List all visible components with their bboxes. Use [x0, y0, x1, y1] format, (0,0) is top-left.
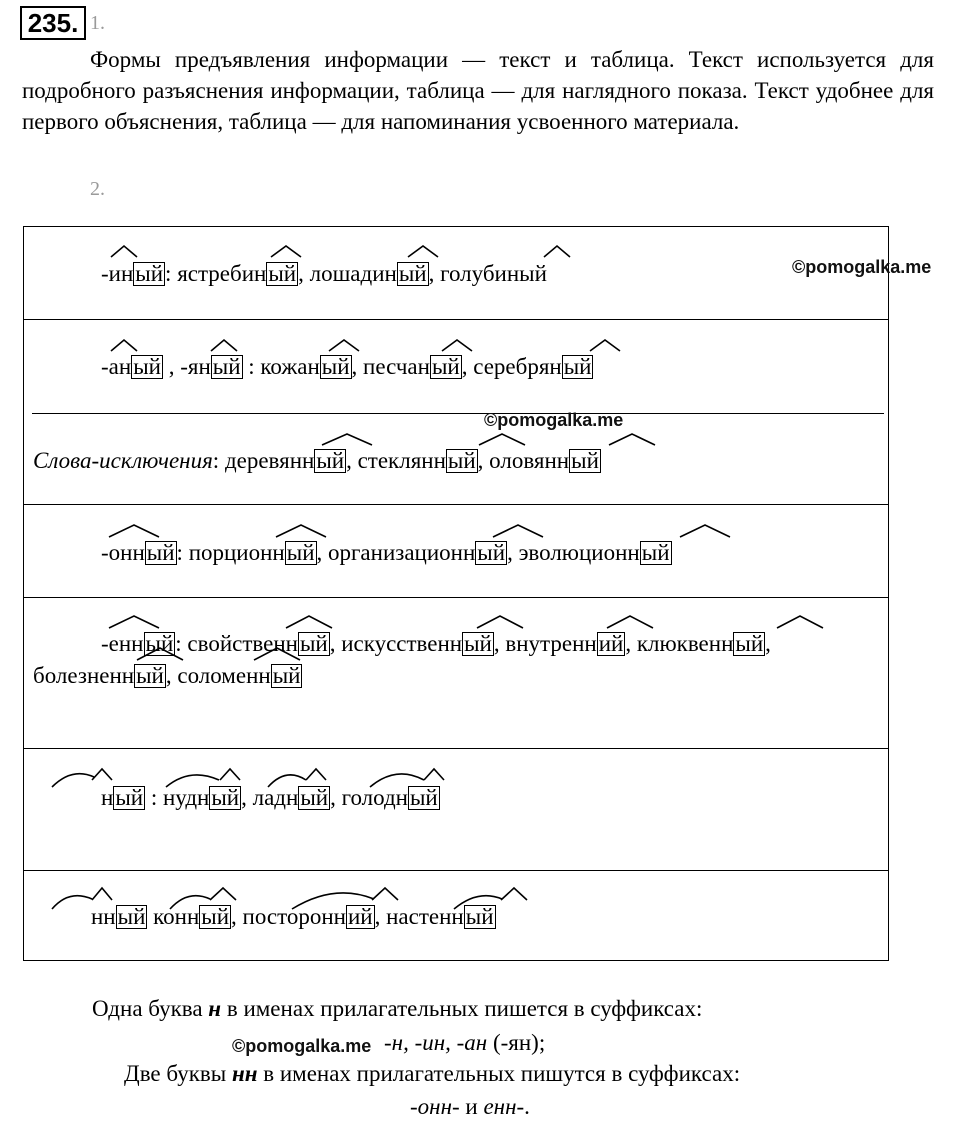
watermark: ©pomogalka.me	[792, 257, 932, 277]
suffix-caret	[479, 434, 525, 445]
suffix-caret	[329, 340, 359, 351]
suffix-caret	[590, 340, 620, 351]
row-in-suffix: -иный: ястребиный, лошадиный, голубиный	[101, 261, 547, 286]
suffix-caret	[322, 434, 372, 445]
suffix-caret	[777, 616, 823, 628]
conclusion-line-1: Одна буква н в именах прилагательных пишется в суффиксах:	[92, 996, 703, 1021]
exercise-number: 235.	[20, 6, 86, 40]
suffix-caret	[607, 616, 653, 628]
watermark: ©pomogalka.me	[232, 1036, 372, 1056]
suffix-caret	[111, 340, 137, 351]
suffix-caret	[210, 888, 236, 900]
row-divider	[24, 319, 888, 320]
suffix-caret	[501, 888, 527, 900]
suffix-caret	[477, 616, 523, 628]
suffix-caret	[220, 769, 240, 780]
row-an-yan-suffix: -аный , -яный : кожаный, песчаный, серебряный	[101, 354, 592, 379]
suffix-caret	[372, 888, 398, 900]
suffix-caret	[109, 525, 159, 537]
row-enn-suffix-cont: болезненный, соломенный	[33, 663, 301, 688]
suffix-caret	[211, 340, 237, 351]
part-1-label: 1.	[90, 12, 105, 34]
suffix-caret	[306, 769, 326, 780]
root-arc	[52, 774, 94, 787]
root-arc	[52, 896, 92, 909]
morpheme-marks	[24, 227, 890, 962]
suffix-caret	[442, 340, 472, 351]
suffix-caret	[544, 246, 570, 257]
row-divider	[24, 748, 888, 749]
row-divider	[24, 870, 888, 871]
watermark: ©pomogalka.me	[484, 410, 624, 430]
suffix-caret	[286, 616, 332, 628]
row-n-suffix: ный : нудный, ладный, голодный	[101, 785, 438, 810]
conclusion-line-3: Две буквы нн в именах прилагательных пишутся в суффиксах:	[124, 1061, 741, 1086]
suffix-caret	[271, 246, 301, 257]
conclusion-line-2: -н, -ин, -ан (-ян);	[384, 1030, 546, 1055]
suffix-caret	[493, 525, 543, 537]
row-enn-suffix: -енный: свойственный, искусственный, внутренний, клюквенный,	[101, 631, 771, 656]
row-exceptions: Слова-исключения: деревянный, стеклянный, оловянный	[33, 448, 599, 473]
conclusion-line-4: -онн- и енн-.	[410, 1094, 530, 1119]
row-onn-suffix: -онный: порционный, организационный, эволюционный	[101, 540, 670, 565]
suffix-caret	[424, 769, 444, 780]
part-2-label: 2.	[90, 178, 105, 200]
suffix-caret	[92, 769, 112, 780]
suffix-caret	[92, 888, 112, 900]
row-divider	[24, 597, 888, 598]
suffix-caret	[680, 525, 730, 537]
suffix-caret	[276, 525, 326, 537]
suffix-caret	[109, 616, 159, 628]
suffix-table	[23, 226, 932, 961]
row-divider	[24, 504, 888, 505]
row-nn-root: нный конный, посторонний, настенный	[91, 904, 494, 929]
row-divider	[32, 413, 884, 414]
suffix-caret	[609, 434, 655, 445]
intro-paragraph: Формы предъявления информации — текст и таблица. Текст используется для подробного разъяснения информации, таблица — для наглядного показа. Текст удобнее для первого объяснения, таблица — для напоминания усвоенного материала.	[22, 47, 934, 134]
suffix-caret	[408, 246, 438, 257]
suffix-caret	[111, 246, 137, 257]
